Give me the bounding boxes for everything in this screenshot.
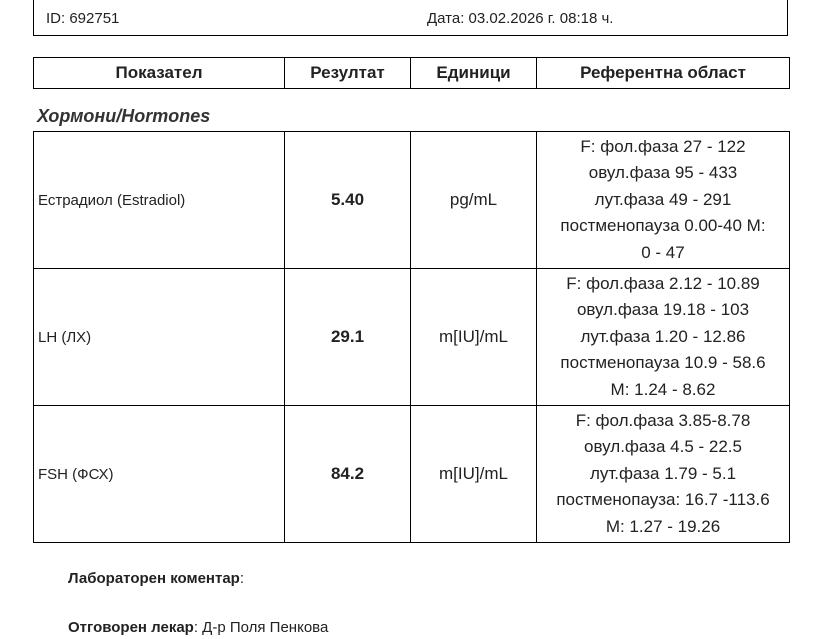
unit-value: m[IU]/mL <box>411 406 537 543</box>
reference-range <box>537 269 790 406</box>
reference-range-line: овул.фаза 4.5 - 22.5 <box>584 437 742 457</box>
reference-range-line: овул.фаза 19.18 - 103 <box>576 300 750 320</box>
results-table <box>33 131 790 543</box>
reference-range-line: постменопауза 10.9 - 58.6 <box>560 353 766 373</box>
column-header-units: Единици <box>411 58 537 89</box>
lab-comment <box>68 570 244 587</box>
reference-range <box>537 406 790 543</box>
reference-range-line: постменопауза 0.00-40 M: <box>560 216 766 236</box>
column-header-reference-range: Референтна област <box>537 58 790 89</box>
reference-range-line: F: фол.фаза 2.12 - 10.89 <box>566 273 760 293</box>
reference-range-line: 0 - 47 <box>641 242 685 262</box>
reference-range-line: лут.фаза 1.79 - 5.1 <box>589 463 737 483</box>
reference-range-line: лут.фаза 49 - 291 <box>594 189 732 209</box>
reference-range-line: лут.фаза 1.20 - 12.86 <box>580 326 746 346</box>
unit-value: m[IU]/mL <box>411 269 537 406</box>
result-value: 29.1 <box>285 269 411 406</box>
report-header-box <box>33 0 788 36</box>
patient-id: ID: 692751 <box>46 10 120 27</box>
parameter-name: Естрадиол (Estradiol) <box>34 132 285 269</box>
parameter-name: FSH (ФСХ) <box>34 406 285 543</box>
table-row <box>34 406 790 543</box>
reference-range-line: овул.фаза 95 - 433 <box>588 163 738 183</box>
parameter-name: LH (ЛХ) <box>34 269 285 406</box>
responsible-doctor <box>68 619 328 636</box>
reference-range-line: M: 1.24 - 8.62 <box>610 379 716 399</box>
column-header-parameter: Показател <box>34 58 285 89</box>
column-header-result: Резултат <box>285 58 411 89</box>
responsible-doctor-label: Отговорен лекар <box>68 619 194 636</box>
reference-range-line: F: фол.фаза 3.85-8.78 <box>575 410 751 430</box>
result-value: 84.2 <box>285 406 411 543</box>
reference-range-line: постменопауза: 16.7 -113.6 <box>556 490 770 510</box>
result-value: 5.40 <box>285 132 411 269</box>
reference-range <box>537 132 790 269</box>
results-header-table <box>33 57 790 89</box>
responsible-doctor-name: : Д-р Поля Пенкова <box>193 619 329 636</box>
section-title: Хормони/Hormones <box>37 106 211 126</box>
report-date: Дата: 03.02.2026 г. 08:18 ч. <box>427 10 614 27</box>
table-row <box>34 269 790 406</box>
table-row <box>34 132 790 269</box>
lab-comment-label: Лабораторен коментар <box>68 570 240 587</box>
unit-value: pg/mL <box>411 132 537 269</box>
reference-range-line: M: 1.27 - 19.26 <box>605 516 721 536</box>
reference-range-line: F: фол.фаза 27 - 122 <box>580 136 746 156</box>
lab-comment-separator: : <box>239 570 245 587</box>
